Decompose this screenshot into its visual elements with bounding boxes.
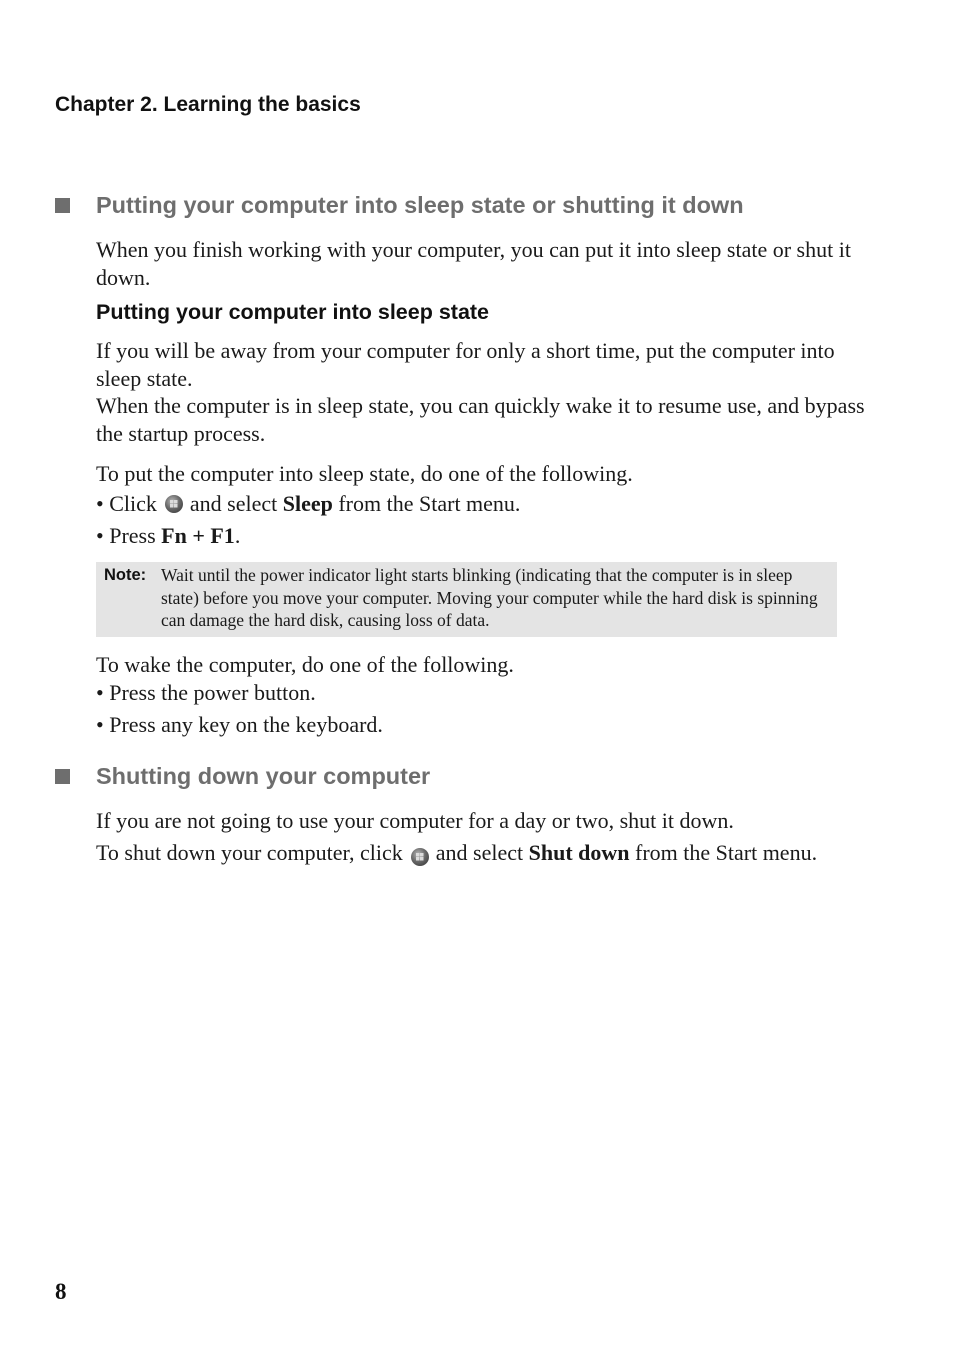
windows-start-icon [411, 848, 429, 866]
wake-bullet-power: • Press the power button. [96, 680, 316, 705]
sleep-description-paragraph [96, 337, 876, 447]
sleep-description-line1: If you will be away from your computer for only a short time, put the computer into sleep state. [96, 338, 835, 391]
bullet-click-suffix: from the Start menu. [338, 491, 521, 516]
wake-bullet-key: • Press any key on the keyboard. [96, 712, 383, 737]
wake-intro-paragraph [96, 651, 876, 679]
shutdown-para1-text: If you are not going to use your computer for a day or two, shut it down. [96, 808, 734, 833]
shutdown-para2-prefix: To shut down your computer, click [96, 840, 403, 865]
wake-intro-text: To wake the computer, do one of the following. [96, 652, 514, 677]
windows-start-icon [165, 495, 183, 513]
shutdown-para2-text [96, 839, 856, 867]
sleep-bullet-click [96, 490, 520, 517]
section-heading-sleep-text: Putting your computer into sleep state or shutting it down [96, 192, 744, 218]
page-number: 8 [55, 1279, 67, 1304]
shutdown-para2-middle: and select [435, 840, 524, 865]
shutdown-paragraph-1 [96, 807, 876, 835]
bullet-click-bold: Sleep [282, 491, 333, 516]
section-heading-shutdown-text: Shutting down your computer [96, 763, 431, 789]
bullet-press-suffix: . [234, 523, 241, 548]
shutdown-para2-bold: Shut down [528, 840, 630, 865]
sub-heading-sleep-state: Putting your computer into sleep state [96, 300, 490, 324]
shutdown-paragraph-2 [96, 839, 856, 867]
section-heading-sleep [55, 192, 744, 219]
note-text: Wait until the power indicator light starts blinking (indicating that the computer is in sleep state) before you move your computer. Moving your computer while the hard disk is spinning can damage the hard disk, causing loss of data. [161, 565, 818, 630]
square-bullet-icon [55, 769, 70, 784]
bullet-click-middle: and select [189, 491, 278, 516]
sleep-intro-text: When you finish working with your computer, you can put it into sleep state or shut it down. [96, 237, 851, 290]
sleep-instructions-text: To put the computer into sleep state, do one of the following. [96, 461, 633, 486]
chapter-header: Chapter 2. Learning the basics [55, 93, 361, 116]
note-label: Note: [104, 566, 147, 584]
shutdown-para2-suffix: from the Start menu. [635, 840, 818, 865]
bullet-press-prefix: • Press [96, 523, 156, 548]
sleep-intro-paragraph [96, 236, 876, 291]
section-heading-shutdown [55, 763, 430, 790]
sleep-bullet-press [96, 522, 240, 549]
sleep-description-line2: When the computer is in sleep state, you can quickly wake it to resume use, and bypass the startup process. [96, 393, 865, 446]
square-bullet-icon [55, 198, 70, 213]
bullet-press-bold: Fn + F1 [161, 523, 235, 548]
note-box [96, 562, 837, 637]
bullet-click-prefix: • Click [96, 491, 157, 516]
sleep-instructions-paragraph [96, 460, 876, 488]
